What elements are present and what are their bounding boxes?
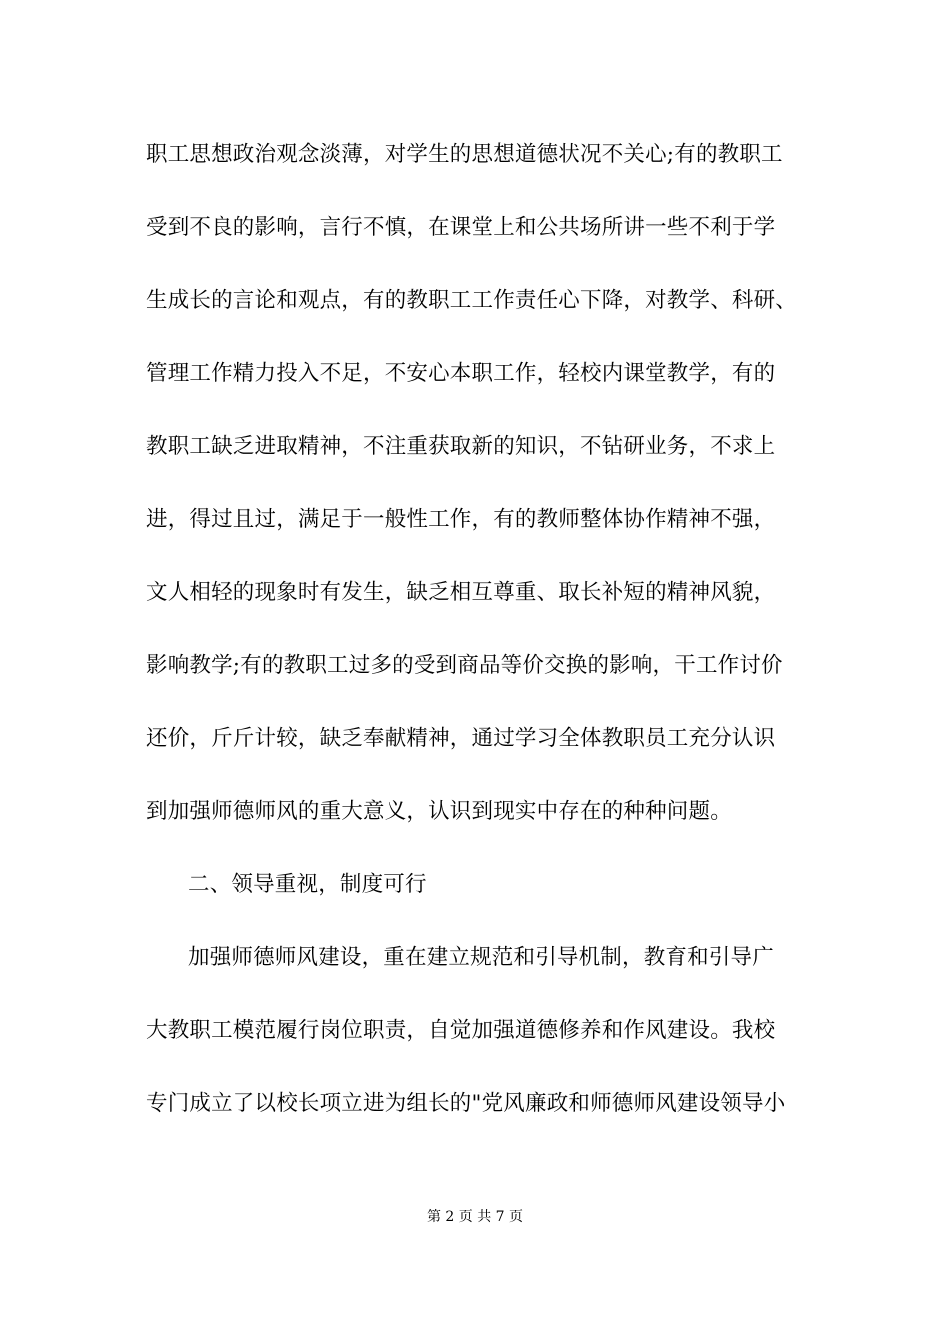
paragraph-line: 教职工缺乏进取精神，不注重获取新的知识，不钻研业务，不求上: [146, 434, 776, 459]
paragraph-line: 影响教学;有的教职工过多的受到商品等价交换的影响，干工作讨价: [146, 653, 783, 678]
page-number-footer: 第 2 页 共 7 页: [426, 1209, 524, 1225]
section-heading: 二、领导重视，制度可行: [188, 872, 427, 897]
paragraph-line: 大教职工模范履行岗位职责，自觉加强道德修养和作风建设。我校: [146, 1018, 776, 1043]
paragraph-line: 生成长的言论和观点，有的教职工工作责任心下降，对教学、科研、: [146, 288, 798, 313]
paragraph-line: 进，得过且过，满足于一般性工作，有的教师整体协作精神不强，: [146, 507, 776, 532]
paragraph-line: 职工思想政治观念淡薄，对学生的思想道德状况不关心;有的教职工: [146, 142, 783, 167]
paragraph-line: 文人相轻的现象时有发生，缺乏相互尊重、取长补短的精神风貌，: [146, 580, 776, 605]
paragraph-line: 还价，斤斤计较，缺乏奉献精神，通过学习全体教职员工充分认识: [146, 726, 776, 751]
paragraph-line: 管理工作精力投入不足，不安心本职工作，轻校内课堂教学，有的: [146, 361, 776, 386]
paragraph-line: 加强师德师风建设，重在建立规范和引导机制，教育和引导广: [188, 945, 774, 970]
paragraph-line: 专门成立了以校长项立进为组长的"党风廉政和师德师风建设领导小: [146, 1091, 786, 1116]
paragraph-line: 到加强师德师风的重大意义，认识到现实中存在的种种问题。: [146, 799, 732, 824]
paragraph-line: 受到不良的影响，言行不慎，在课堂上和公共场所讲一些不利于学: [146, 215, 776, 240]
